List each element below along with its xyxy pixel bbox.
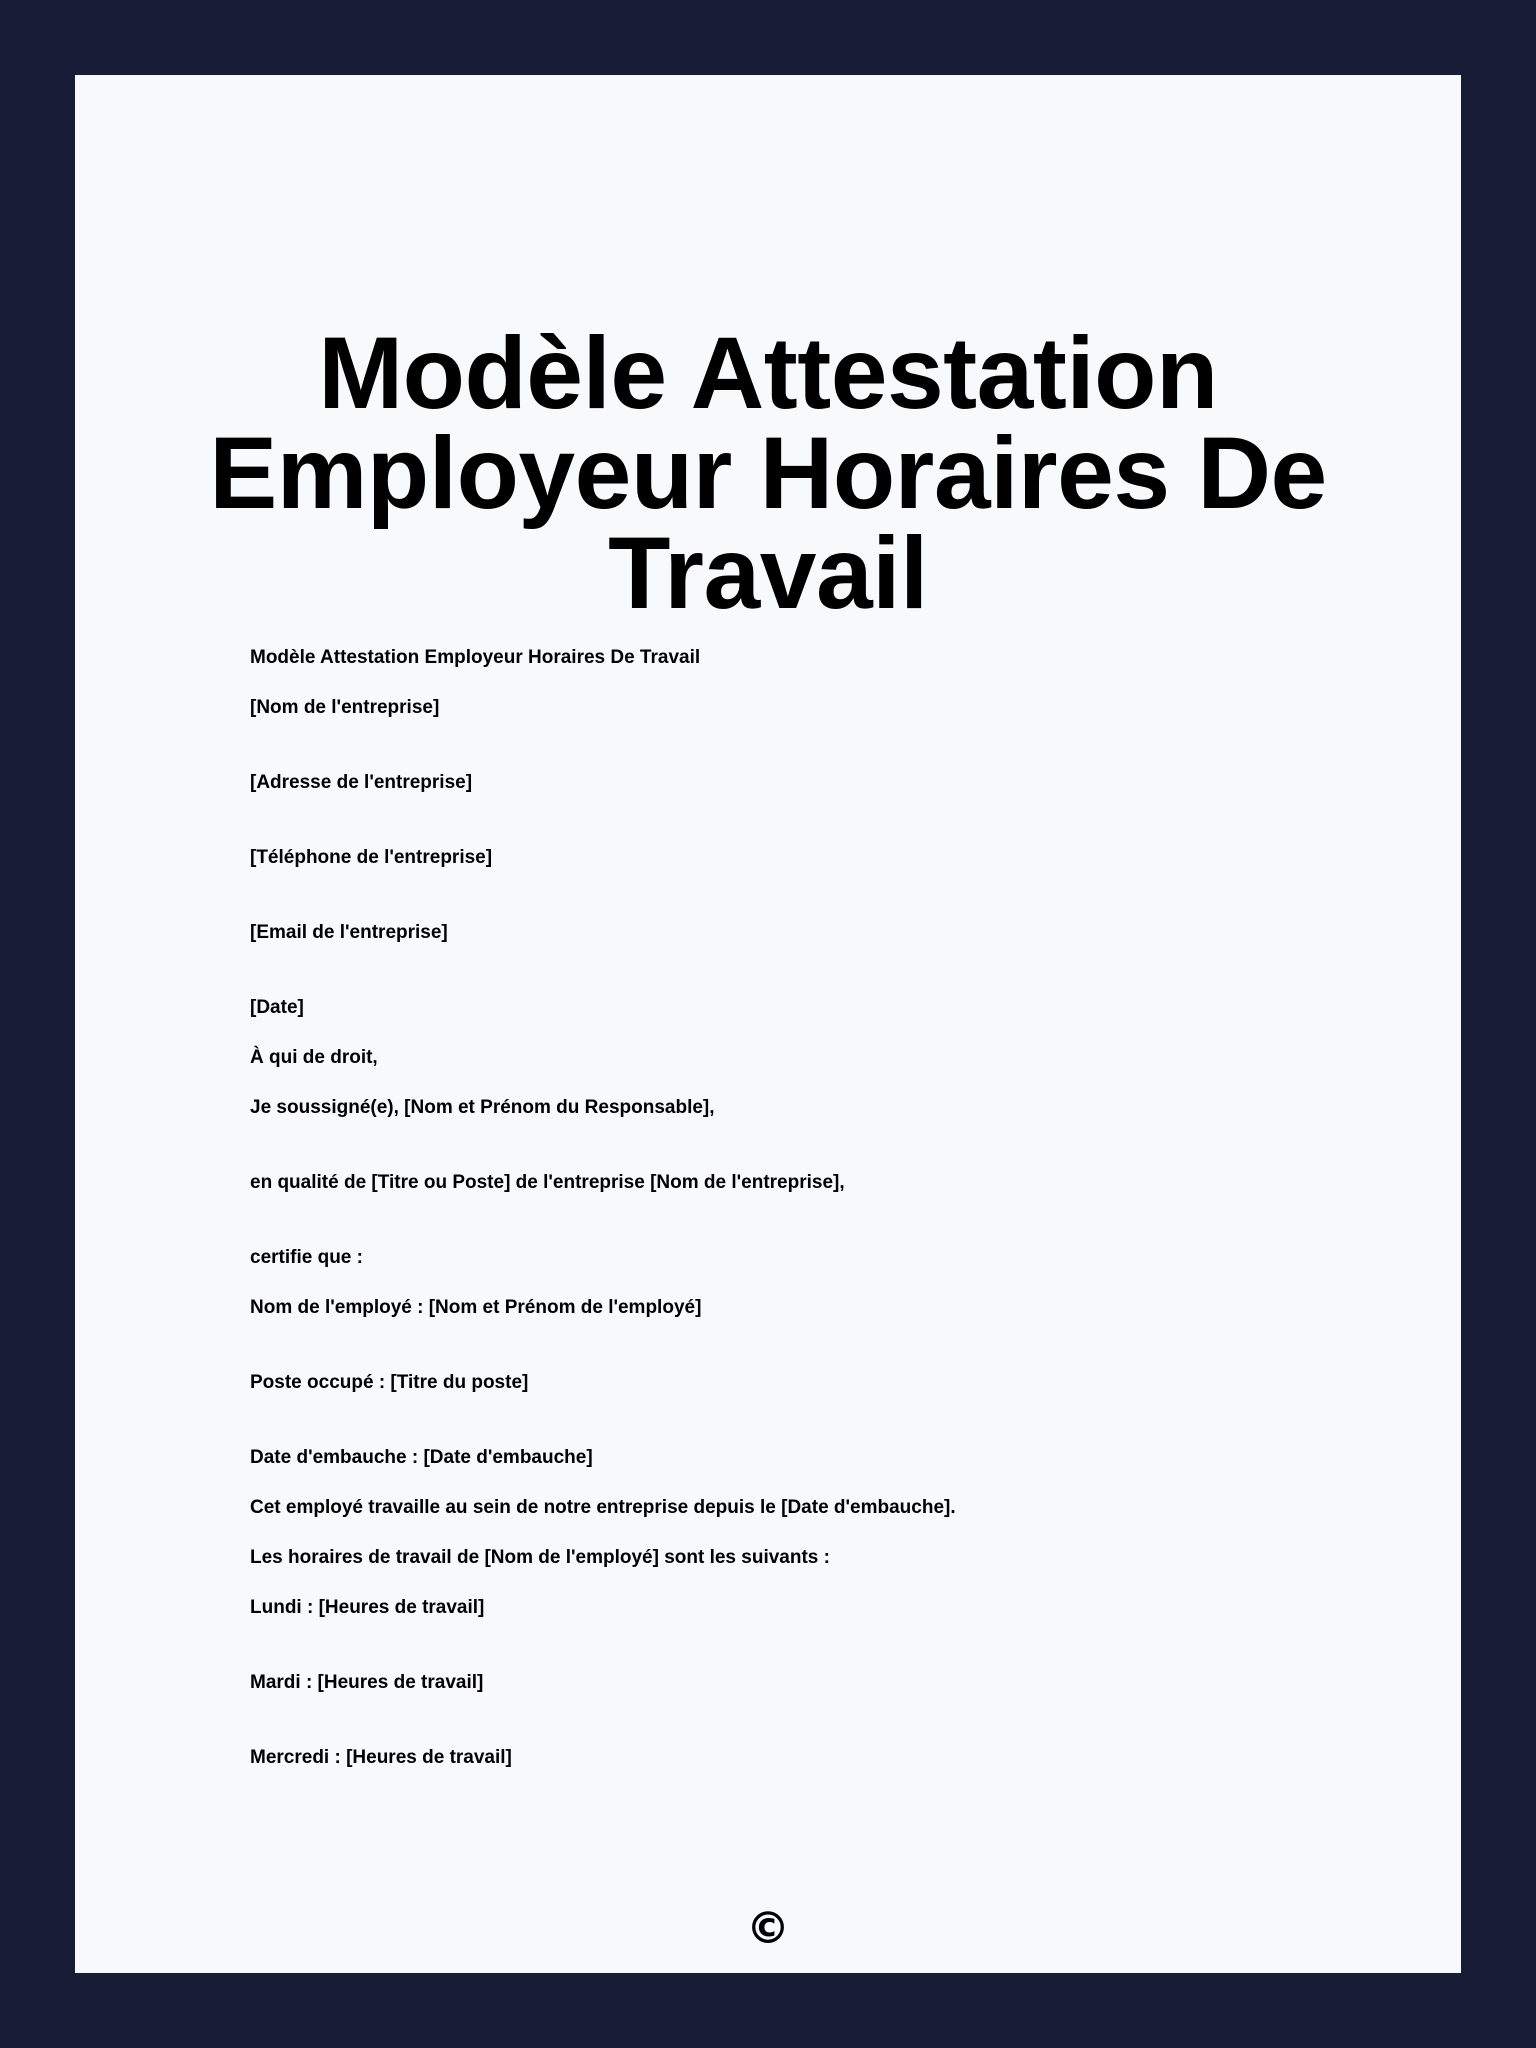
signatory-title-line: en qualité de [Titre ou Poste] de l'entreprise [Nom de l'entreprise], — [250, 1172, 845, 1193]
signatory-line: Je soussigné(e), [Nom et Prénom du Responsable], — [250, 1097, 715, 1118]
certifies-line: certifie que : — [250, 1247, 363, 1268]
employee-position-line: Poste occupé : [Titre du poste] — [250, 1372, 529, 1393]
employment-statement: Cet employé travaille au sein de notre entreprise depuis le [Date d'embauche]. — [250, 1497, 956, 1518]
company-phone-field: [Téléphone de l'entreprise] — [250, 847, 493, 868]
company-email-field: [Email de l'entreprise] — [250, 922, 448, 943]
document-page — [75, 75, 1461, 1973]
document-title — [75, 316, 1461, 630]
title-line-3: Travail — [608, 516, 928, 630]
hire-date-line: Date d'embauche : [Date d'embauche] — [250, 1447, 593, 1468]
employee-name-line: Nom de l'employé : [Nom et Prénom de l'employé] — [250, 1297, 702, 1318]
title-line-1: Modèle Attestation — [318, 316, 1218, 430]
schedule-monday: Lundi : [Heures de travail] — [250, 1597, 485, 1618]
schedule-intro: Les horaires de travail de [Nom de l'employé] sont les suivants : — [250, 1547, 830, 1568]
copyright-icon: © — [746, 1903, 790, 1954]
document-subtitle: Modèle Attestation Employeur Horaires De Travail — [250, 647, 701, 668]
schedule-tuesday: Mardi : [Heures de travail] — [250, 1672, 484, 1693]
title-line-2: Employeur Horaires De — [209, 416, 1327, 530]
schedule-wednesday: Mercredi : [Heures de travail] — [250, 1747, 512, 1768]
company-address-field: [Adresse de l'entreprise] — [250, 772, 473, 793]
company-name-field: [Nom de l'entreprise] — [250, 697, 440, 718]
salutation: À qui de droit, — [250, 1047, 378, 1068]
date-field: [Date] — [250, 997, 304, 1018]
